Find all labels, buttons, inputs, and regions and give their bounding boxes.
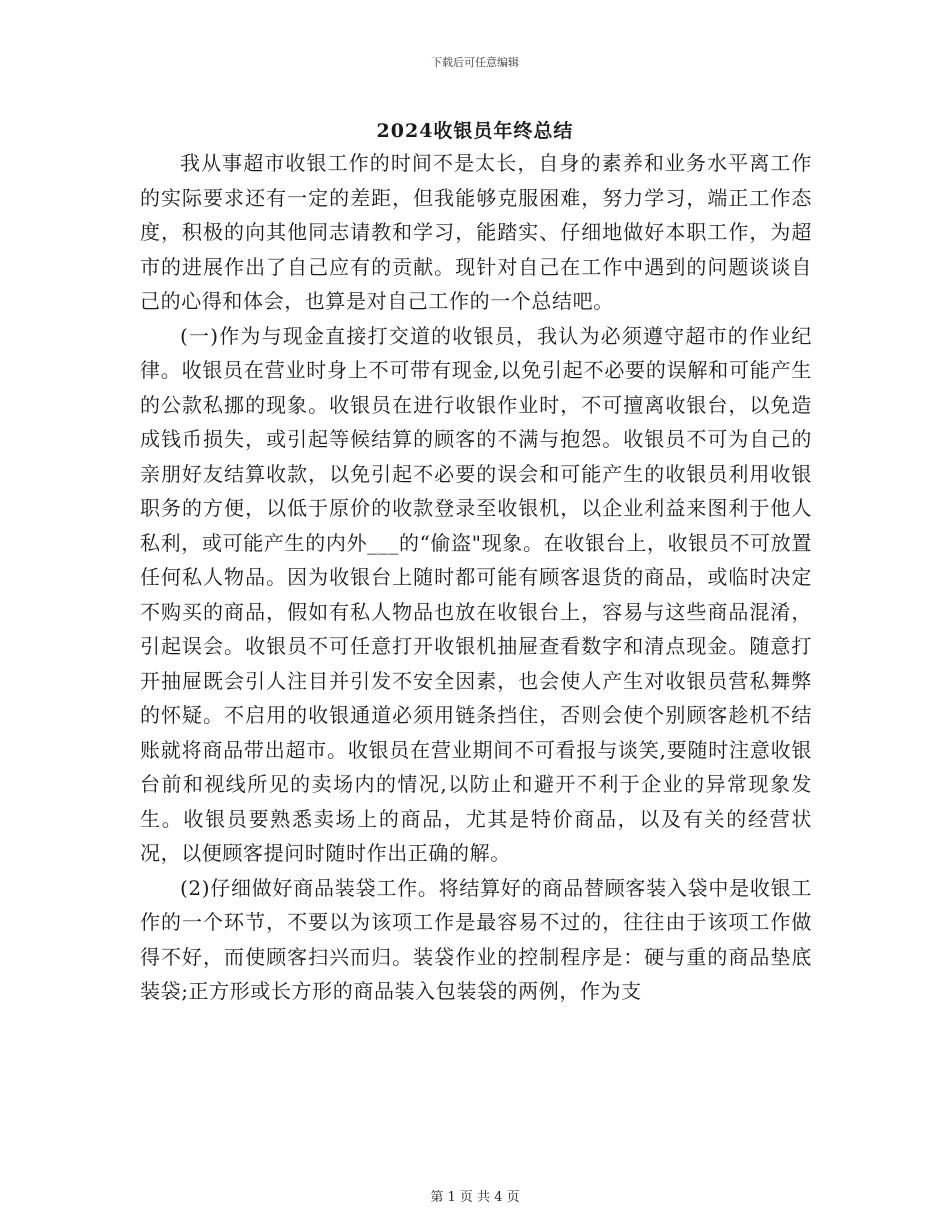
paragraph-bagging: (2)仔细做好商品装袋工作。将结算好的商品替顾客装入袋中是收银工作的一个环节，不要以为该项工作是最容易不过的，往往由于该项工作做得不好，而使顾客扫兴而归。装袋作业的控制程序是：硬与重的商品垫底装袋;正方形或长方形的商品装入包装袋的两例，作为支 [140,875,812,1003]
page-number: 第 1 页 共 4 页 [430,1190,520,1205]
document-body [140,146,812,1009]
document-title: 2024收银员年终总结 [376,120,574,142]
page-header-note: 下载后可任意编辑 [431,56,519,69]
paragraph-intro: 我从事超市收银工作的时间不是太长，自身的素养和业务水平离工作的实际要求还有一定的差距，但我能够克服困难，努力学习，端正工作态度，积极的向其他同志请教和学习，能踏实、仔细地做好本职工作，为超市的进展作出了自己应有的贡献。现针对自己在工作中遇到的问题谈谈自己的心得和体会，也算是对自己工作的一个总结吧。 [140,151,812,313]
paragraph-discipline: (一)作为与现金直接打交道的收银员，我认为必须遵守超市的作业纪律。收银员在营业时身上不可带有现金,以免引起不必要的误解和可能产生的公款私挪的现象。收银员在进行收银作业时，不可擅离收银台，以免造成钱币损失，或引起等候结算的顾客的不满与抱怨。收银员不可为自己的亲朋好友结算收款，以免引起不必要的误会和可能产生的收银员利用收银职务的方便，以低于原价的收款登录至收银机，以企业利益来图利于他人私利，或可能产生的内外___的“偷盗"现象。在收银台上，收银员不可放置任何私人物品。因为收银台上随时都可能有顾客退货的商品，或临时决定不购买的商品，假如有私人物品也放在收银台上，容易与这些商品混淆，引起误会。收银员不可任意打开收银机抽屉查看数字和清点现金。随意打开抽屉既会引人注目并引发不安全因素，也会使人产生对收银员营私舞弊的怀疑。不启用的收银通道必须用链条挡住，否则会使个别顾客趁机不结账就将商品带出超市。收银员在营业期间不可看报与谈笑,要随时注意收银台前和视线所见的卖场内的情况,以防止和避开不利于企业的异常现象发生。收银员要熟悉卖场上的商品，尤其是特价商品，以及有关的经营状况，以便顾客提问时随时作出正确的解。 [140,323,812,865]
